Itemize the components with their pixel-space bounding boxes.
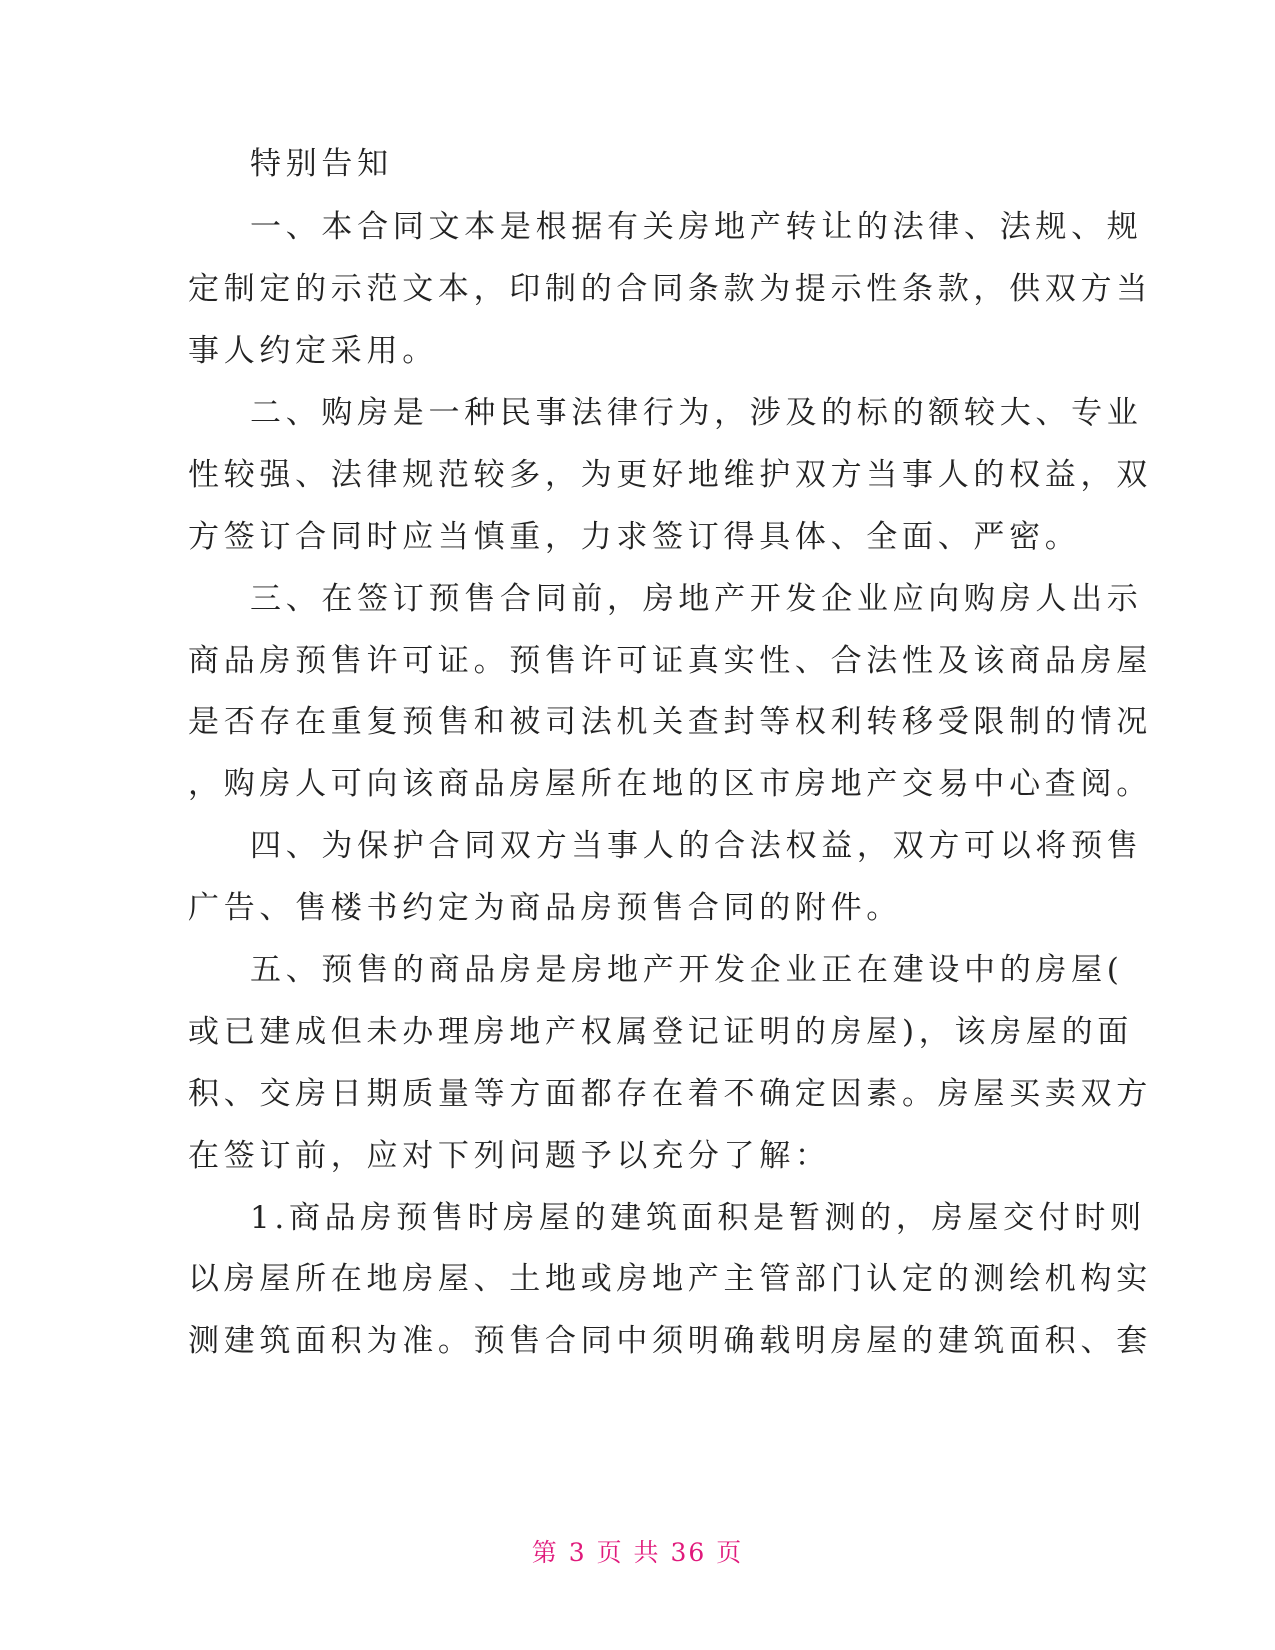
paragraph-line: 是否存在重复预售和被司法机关查封等权利转移受限制的情况 xyxy=(188,704,1152,740)
paragraph-line: 测建筑面积为准。预售合同中须明确载明房屋的建筑面积、套 xyxy=(188,1323,1152,1359)
heading-special-notice: 特别告知 xyxy=(250,146,393,182)
paragraph-line: 以房屋所在地房屋、土地或房地产主管部门认定的测绘机构实 xyxy=(188,1261,1152,1297)
paragraph-line: 一、本合同文本是根据有关房地产转让的法律、法规、规 xyxy=(250,209,1143,245)
paragraph-line: 二、购房是一种民事法律行为，涉及的标的额较大、专业 xyxy=(250,395,1143,431)
paragraph-line: 三、在签订预售合同前，房地产开发企业应向购房人出示 xyxy=(250,581,1143,617)
paragraph-line: 方签订合同时应当慎重，力求签订得具体、全面、严密。 xyxy=(188,519,1081,555)
paragraph-line: 事人约定采用。 xyxy=(188,333,438,369)
paragraph-line: 广告、售楼书约定为商品房预售合同的附件。 xyxy=(188,890,902,926)
paragraph-line: 商品房预售许可证。预售许可证真实性、合法性及该商品房屋 xyxy=(188,643,1152,679)
paragraph-line: 在签订前，应对下列问题予以充分了解： xyxy=(188,1138,831,1174)
paragraph-line: 四、为保护合同双方当事人的合法权益，双方可以将预售 xyxy=(250,828,1143,864)
page-number-footer: 第 3 页 共 36 页 xyxy=(531,1538,744,1567)
paragraph-line: 性较强、法律规范较多，为更好地维护双方当事人的权益，双 xyxy=(188,457,1152,493)
paragraph-line: 或已建成但未办理房地产权属登记证明的房屋)，该房屋的面 xyxy=(188,1014,1133,1050)
paragraph-line: 五、预售的商品房是房地产开发企业正在建设中的房屋( xyxy=(250,952,1124,988)
paragraph-line: 1.商品房预售时房屋的建筑面积是暂测的，房屋交付时则 xyxy=(250,1200,1146,1236)
paragraph-line: 积、交房日期质量等方面都存在着不确定因素。房屋买卖双方 xyxy=(188,1076,1152,1112)
paragraph-line: ，购房人可向该商品房屋所在地的区市房地产交易中心查阅。 xyxy=(188,766,1152,802)
paragraph-line: 定制定的示范文本，印制的合同条款为提示性条款，供双方当 xyxy=(188,271,1152,307)
